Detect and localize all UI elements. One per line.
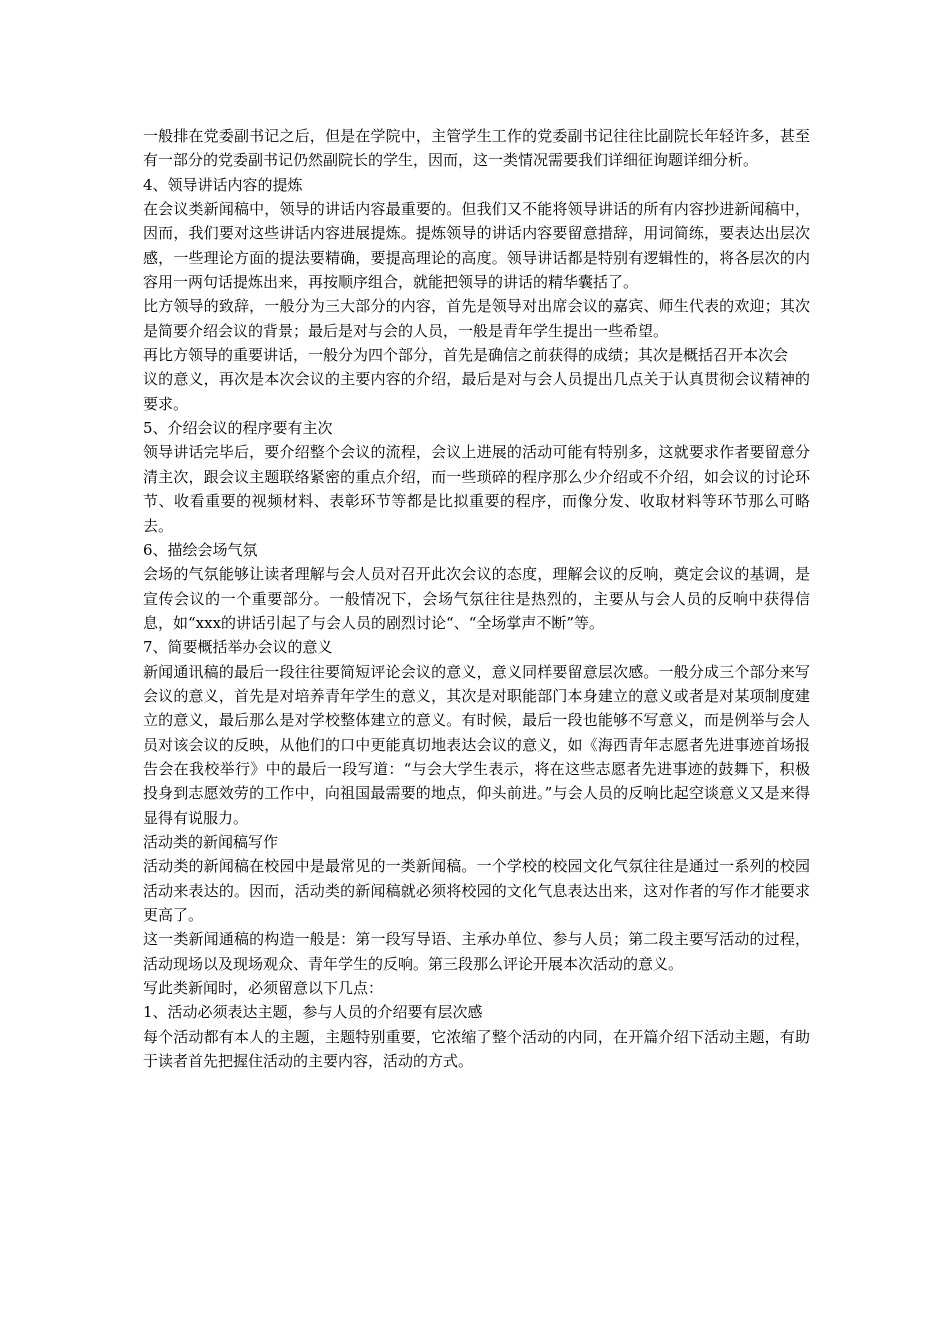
paragraph-atmosphere: 会场的气氛能够让读者理解与会人员对召开此次会议的态度，理解会议的反响，奠定会议的基调，是宣传会议的一个重要部分。一般情况下，会场气氛往往是热烈的，主要从与会人员的反响中获得信息，如“xxx的讲话引起了与会人员的剧烈讨论“、“全场掌声不断”等。 [143, 565, 810, 632]
paragraph-activity-structure: 这一类新闻通稿的构造一般是：第一段写导语、主承办单位、参与人员；第二段主要写活动的过程，活动现场以及现场观众、青年学生的反响。第三段那么评论开展本次活动的意义。 [143, 930, 810, 973]
heading-point-1: 1、活动必须表达主题，参与人员的介绍要有层次感 [143, 1003, 483, 1022]
document-body [143, 124, 810, 1073]
paragraph-address-example: 比方领导的致辞，一般分为三大部分的内容，首先是领导对出席会议的嘉宾、师生代表的欢迎；其次是简要介绍会议的背景；最后是对与会的人员，一般是青年学生提出一些希望。 [143, 297, 810, 340]
paragraph-activity-theme: 每个活动都有本人的主题，主题特别重要，它浓缩了整个活动的内同，在开篇介绍下活动主题，有助于读者首先把握住活动的主要内容，活动的方式。 [143, 1027, 810, 1071]
paragraph-speech-extraction: 在会议类新闻稿中，领导的讲话内容最重要的。但我们又不能将领导讲话的所有内容抄进新闻稿中，因而，我们要对这些讲话内容进展提炼。提炼领导的讲话内容要留意措辞，用词简练，要表达出层次感，一些理论方面的提法要精确，要提高理论的高度。领导讲话都是特别有逻辑性的，将各层次的内容用一两句话提炼出来，再按顺序组合，就能把领导的讲话的精华囊括了。 [143, 200, 810, 292]
heading-section-6: 6、描绘会场气氛 [143, 540, 258, 559]
heading-section-7: 7、简要概括举办会议的意义 [143, 638, 333, 657]
heading-activity-news: 活动类的新闻稿写作 [143, 832, 279, 851]
paragraph-program-priority: 领导讲话完毕后，要介绍整个会议的流程，会议上进展的活动可能有特别多，这就要求作者要留意分清主次，跟会议主题联络紧密的重点介绍，而一些琐碎的程序那么少介绍或不介绍，如会议的讨论环节、收看重要的视频材料、表彰环节等都是比拟重要的程序，而像分发、收取材料等环节那么可略去。 [143, 443, 810, 535]
heading-section-4: 4、领导讲话内容的提炼 [143, 175, 303, 194]
paragraph-activity-intro: 活动类的新闻稿在校园中是最常见的一类新闻稿。一个学校的校园文化气氛往往是通过一系列的校园活动来表达的。因而，活动类的新闻稿就必须将校园的文化气息表达出来，这对作者的写作才能要求更高了。 [143, 857, 810, 924]
heading-section-5: 5、介绍会议的程序要有主次 [143, 419, 333, 438]
paragraph-notes-lead: 写此类新闻时，必须留意以下几点： [143, 979, 384, 998]
paragraph-important-speech: 再比方领导的重要讲话，一般分为四个部分，首先是确信之前获得的成绩；其次是概括召开本次会 [143, 346, 789, 365]
paragraph-meeting-significance: 议的意义，再次是本次会议的主要内容的介绍，最后是对与会人员提出几点关于认真贯彻会议精神的要求。 [143, 370, 810, 413]
paragraph-significance-summary: 新闻通讯稿的最后一段往往要简短评论会议的意义，意义同样要留意层次感。一般分成三个部分来写会议的意义，首先是对培养青年学生的意义，其次是对职能部门本身建立的意义或者是对某项制度建立的意义，最后那么是对学校整体建立的意义。有时候，最后一段也能够不写意义，而是例举与会人员对该会议的反映，从他们的口中更能真切地表达会议的意义，如《海西青年志愿者先进事迹首场报告会在我校举行》中的最后一段写道：“与会大学生表示，将在这些志愿者先进事迹的鼓舞下，积极投身到志愿效劳的工作中，向祖国最需要的地点，仰头前进。”与会人员的反响比起空谈意义又是来得显得有说服力。 [143, 662, 810, 827]
paragraph-intro: 一般排在党委副书记之后，但是在学院中，主管学生工作的党委副书记往往比副院长年轻许多，甚至有一部分的党委副书记仍然副院长的学生，因而，这一类情况需要我们详细征询题详细分析。 [143, 127, 810, 170]
